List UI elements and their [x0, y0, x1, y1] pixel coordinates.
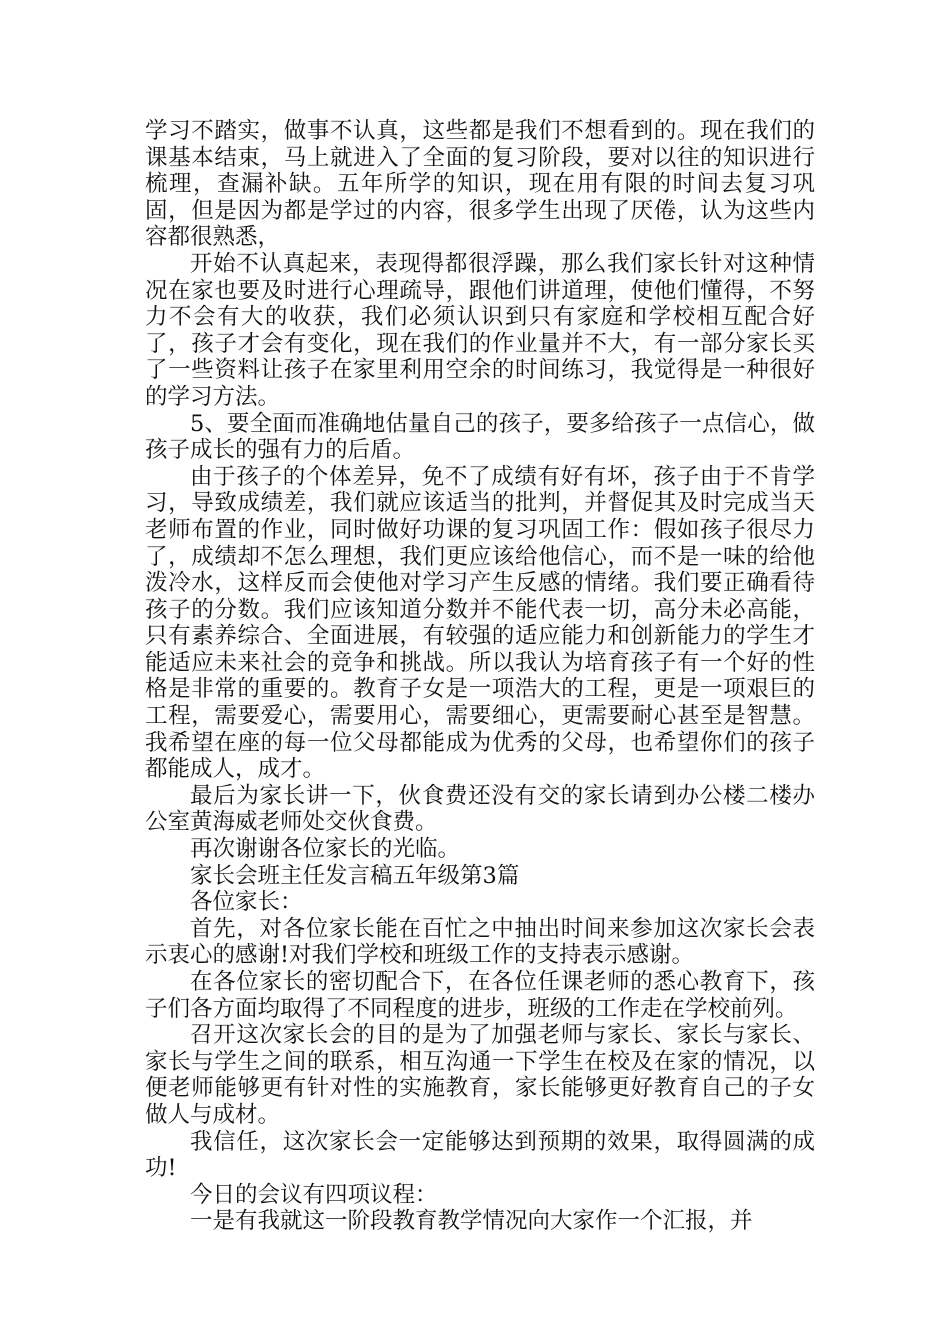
agenda-intro: 今日的会议有四项议程：: [190, 1181, 438, 1208]
paragraph: 最后为家长讲一下，伙食费还没有交的家长请到办公楼二楼办公室黄海威老师处交伙食费。: [145, 782, 815, 836]
paragraph: 在各位家长的密切配合下，在各位任课老师的悉心教育下，孩子们各方面均取得了不同程度的进步，班级的工作走在学校前列。: [145, 969, 815, 1022]
paragraph-thanks: 再次谢谢各位家长的光临。: [190, 836, 461, 863]
section-title: 家长会班主任发言稿五年级第3篇: [190, 862, 520, 889]
paragraph-continuation: 学习不踏实，做事不认真，这些都是我们不想看到的。现在我们的课基本结束，马上就进入了全面的复习阶段，要对以往的知识进行梳理，查漏补缺。五年所学的知识，现在用有限的时间去复习巩固，但是因为都是学过的内容，很多学生出现了厌倦，认为这些内容都很熟悉，: [145, 118, 815, 251]
paragraph: 首先，对各位家长能在百忙之中抽出时间来参加这次家长会表示衷心的感谢!对我们学校和班级工作的支持表示感谢。: [145, 915, 815, 969]
paragraph: 开始不认真起来，表现得都很浮躁，那么我们家长针对这种情况在家也要及时进行心理疏导，跟他们讲道理，使他们懂得，不努力不会有大的收获，我们必须认识到只有家庭和学校相互配合好了，孩子才会有变化，现在我们的作业量并不大，有一部分家长买了一些资料让孩子在家里利用空余的时间练习，我觉得是一种很好的学习方法。: [145, 250, 815, 410]
document-body: [145, 118, 815, 1235]
agenda-item-1: 一是有我就这一阶段教育教学情况向大家作一个汇报，并: [190, 1208, 753, 1235]
paragraph-point-5: 5、要全面而准确地估量自己的孩子，要多给孩子一点信心，做孩子成长的强有力的后盾。: [145, 410, 815, 464]
paragraph: 召开这次家长会的目的是为了加强老师与家长、家长与家长、家长与学生之间的联系，相互沟通一下学生在校及在家的情况，以便老师能够更有针对性的实施教育，家长能够更好教育自己的子女做人与成材。: [145, 1022, 815, 1128]
paragraph: 我信任，这次家长会一定能够达到预期的效果，取得圆满的成功!: [145, 1128, 815, 1182]
salutation: 各位家长：: [190, 889, 303, 916]
paragraph: 由于孩子的个体差异，免不了成绩有好有坏，孩子由于不肯学习，导致成绩差，我们就应该适当的批判，并督促其及时完成当天老师布置的作业，同时做好功课的复习巩固工作：假如孩子很尽力了，成绩却不怎么理想，我们更应该给他信心，而不是一味的给他泼冷水，这样反而会使他对学习产生反感的情绪。我们要正确看待孩子的分数。我们应该知道分数并不能代表一切，高分未必高能，只有素养综合、全面进展，有较强的适应能力和创新能力的学生才能适应未来社会的竞争和挑战。所以我认为培育孩子有一个好的性格是非常的重要的。教育子女是一项浩大的工程，更是一项艰巨的工程，需要爱心，需要用心，需要细心，更需要耐心甚至是智慧。我希望在座的每一位父母都能成为优秀的父母，也希望你们的孩子都能成人，成才。: [145, 463, 815, 783]
